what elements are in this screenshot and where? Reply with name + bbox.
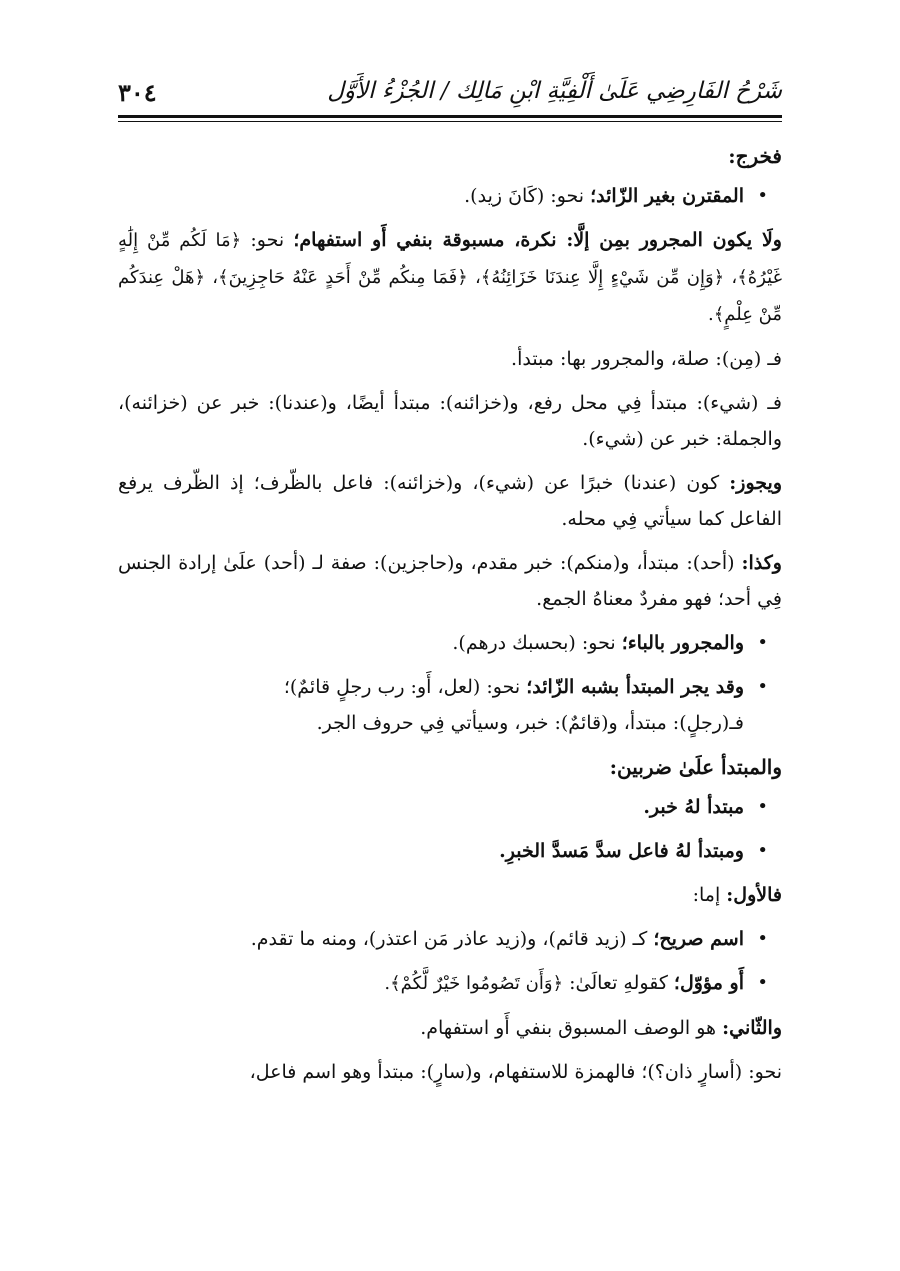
paragraph-thani (118, 1010, 782, 1046)
paragraph-min-sila: فـ (مِن): صلة، والمجرور بها: مبتدأ. (511, 348, 782, 370)
bullet-bold: وقد يجر المبتدأ بشبه الزّائد؛ (526, 676, 744, 698)
paragraph-text: إما: (692, 884, 727, 906)
bullet-list-3 (118, 789, 782, 869)
paragraph-shay: فـ (شيء): مبتدأ فِي محل رفع، و(خزائنه): مبتدأ أيضًا، و(عندنا): خبر عن (خزائنه)، والجملة: خبر عن (شيء). (118, 392, 782, 450)
quran-verse: ﴿وَأَن تَصُومُوا خَيْرٌ لَّكُمْ﴾. (384, 973, 564, 994)
heading-mubtada-darbayn: والمبتدأ علَىٰ ضربين: (609, 755, 782, 779)
header-rule-thin (118, 121, 782, 122)
bullet-bold: أَو مؤوّل؛ (673, 972, 744, 994)
paragraph-text: هو الوصف المسبوق بنفي أَو استفهام. (420, 1017, 723, 1039)
bullet-muawwal (118, 965, 782, 1002)
bullet-ism-sarih (118, 921, 782, 957)
bullet-bold: المقترن بغير الزّائد؛ (590, 185, 744, 207)
header-rule-thick (118, 115, 782, 118)
bullet-text: نحو: (كَانَ زيد). (464, 185, 591, 207)
paragraph-majrur-min (118, 222, 782, 333)
bullet-bold: اسم صريح؛ (653, 928, 744, 950)
paragraph-bold: ويجوز: (729, 472, 782, 494)
bullet-bold: والمجرور بالباء؛ (621, 632, 744, 654)
bullet-list-2 (118, 625, 782, 741)
bullet-mubtada-khabar (118, 789, 782, 825)
bullet-muqtarin (118, 178, 782, 214)
paragraph-text: نحو: (241, 229, 294, 251)
paragraph-yajuz (118, 465, 782, 537)
heading-awwal (118, 877, 782, 913)
bullet-list-4 (118, 921, 782, 1002)
bullet-text: كـ (زيد قائم)، و(زيد عاذر مَن اعتذر)، ومنه ما تقدم. (250, 928, 654, 950)
page-number: ٣٠٤ (118, 78, 157, 107)
bullet-bold: ومبتدأ لهُ فاعل سدَّ مَسدَّ الخبرِ. (499, 840, 744, 862)
bullet-majrur-baa (118, 625, 782, 661)
body-text (118, 138, 782, 1098)
bullet-mubtada-fail (118, 833, 782, 869)
bullet-list-1 (118, 178, 782, 214)
bullet-shibh-zaid (118, 669, 782, 741)
bullet-text: نحو: (لعل، أَو: رب رجلٍ قائمٌ)؛ (283, 676, 527, 698)
paragraph-nahw-asar: نحو: (أسارٍ ذان؟)؛ فالهمزة للاستفهام، و(سارٍ): مبتدأ وهو اسم فاعل، (249, 1061, 782, 1083)
paragraph-bold: ولَا يكون المجرور بمِن إلَّا: نكرة، مسبوقة بنفي أَو استفهام؛ (293, 229, 782, 251)
running-header (118, 78, 782, 110)
bullet-text: نحو: (بحسبك درهم). (452, 632, 622, 654)
bullet-text: كقولهِ تعالَىٰ: (563, 972, 674, 994)
header-title: شَرْحُ الفَارِضِي عَلَىٰ أَلْفِيَّةِ ابْنِ مَالِك / الجُزْءُ الأَوَّل (327, 78, 782, 104)
paragraph-bold: فالأول: (726, 884, 782, 906)
paragraph-kadha (118, 545, 782, 617)
bullet-bold: مبتدأ لهُ خبر. (643, 796, 744, 818)
paragraph-text: كون (عندنا) خبرًا عن (شيء)، و(خزائنه): فاعل بالظّرف؛ إذ الظّرف يرفع الفاعل كما سيأتي فِي محله. (118, 472, 782, 530)
paragraph-bold: والثّاني: (722, 1017, 782, 1039)
paragraph-bold: وكذا: (741, 552, 782, 574)
quran-verses: ﴿مَا لَكُم مِّنْ إِلَٰهٍ غَيْرُهُ﴾، ﴿وَإِن مِّن شَيْءٍ إِلَّا عِندَنَا خَزَائِنُهُ﴾، ﴿فَمَا مِنكُم مِّنْ أَحَدٍ عَنْهُ حَاجِزِينَ﴾، ﴿هَلْ عِندَكُم مِّنْ عِلْمٍ﴾. (118, 230, 782, 325)
heading-fakharaj: فخرج: (728, 144, 782, 168)
bullet-continuation: فـ(رجلٍ): مبتدأ، و(قائمٌ): خبر، وسيأتي فِي حروف الجر. (316, 712, 744, 734)
paragraph-text: (أحد): مبتدأ، و(منكم): خبر مقدم، و(حاجزين): صفة لـ (أحد) علَىٰ إرادة الجنس فِي أحد؛ فهو مفردٌ معناهُ الجمع. (118, 552, 782, 610)
